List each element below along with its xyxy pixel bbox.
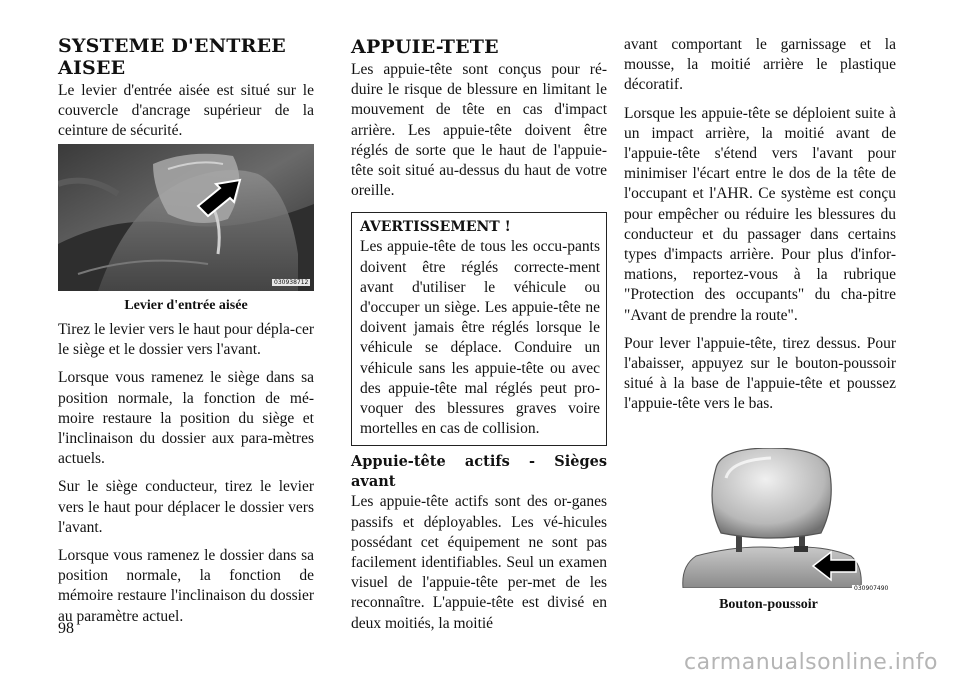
right-column (624, 35, 896, 415)
easy-entry-p2: Lorsque vous ramenez le siège dans sa position normale, la fonction de mé-moire restaure la position du siège et l'inclinaison du dossier aux para-mètres actuels. (58, 369, 314, 468)
easy-entry-lever-figure (58, 144, 314, 291)
section-title-head-restraints: APPUIE-TETE (351, 36, 499, 58)
left-column-lower (58, 320, 314, 627)
page-number: 98 (58, 620, 74, 637)
right-p1: avant comportant le garnissage et la mousse, la moitié arrière le plastique décoratif. (624, 36, 896, 94)
head-restraint-push-button-figure (681, 448, 896, 588)
middle-column (351, 0, 607, 634)
figure-caption-left: Levier d'entrée aisée (124, 298, 248, 313)
left-column (58, 0, 314, 142)
easy-entry-p1: Tirez le levier vers le haut pour dépla-cer le siège et le dossier vers l'avant. (58, 321, 314, 359)
head-restraints-intro: Les appuie-tête sont conçus pour ré-duire le risque de blessure en limitant le mouvement de tête en cas d'impact arrière. Les appuie-tête doivent être réglés de sorte que le haut de l'appuie-tête soit situé au-dessus du haut de votre oreille. (351, 61, 607, 200)
active-head-restraints-text: Les appuie-tête actifs sont des or-ganes passifs et déployables. Les vé-hicules possédant cet équipement ne sont pas facilement identifiables. Seul un examen visuel de l'appuie-tête per-met de les reconnaître. L'appuie-tête est divisé en deux moitiés, la moitié (351, 493, 607, 632)
warning-title: AVERTISSEMENT ! (360, 219, 511, 236)
right-p2: Lorsque les appuie-tête se déploient suite à un impact arrière, la moitié avant de l'appuie-tête s'étend vers l'avant pour minimiser l'écart entre le dos de la tête de l'occupant et l'AHR. Ce système est conçu pour empêcher ou réduire les blessures du conducteur et du passager dans certains types d'impacts arrière. Pour plus d'infor-mations, reportez-vous à la rubrique "Protection des occupants" du cha-pitre "Avant de prendre la route". (624, 104, 896, 324)
figure-code-left: 030938712 (274, 279, 309, 286)
easy-entry-p4: Lorsque vous ramenez le dossier dans sa position normale, la fonction de mémoire restaure l'inclinaison du dossier au paramètre actuel. (58, 547, 314, 625)
title-line-1: SYSTEME D'ENTREE (58, 35, 286, 57)
easy-entry-p3: Sur le siège conducteur, tirez le levier vers le haut pour déplacer le dossier vers l'avant. (58, 478, 314, 536)
watermark: carmanualsonline.info (684, 650, 938, 675)
title-line-2: AISEE (58, 57, 126, 79)
section-title-easy-entry (58, 35, 314, 79)
figure-caption-right: Bouton-poussoir (719, 597, 818, 612)
warning-text: Les appuie-tête de tous les occu-pants doivent être réglés correcte-ment avant d'utiliser le véhicule ou d'occuper un siège. Les appuie-tête ne doivent jamais être réglés lorsque le véhicule se déplace. Conduire un véhicule sans les appuie-tête ou avec des appuie-tête mal réglés peut pro-voquer des blessures graves voire mortelles en cas de collision. (360, 238, 600, 438)
right-p3: Pour lever l'appuie-tête, tirez dessus. Pour l'abaisser, appuyez sur le bouton-poussoir situé à la base de l'appuie-tête et poussez l'appuie-tête vers le bas. (624, 334, 896, 413)
easy-entry-intro: Le levier d'entrée aisée est situé sur le couvercle d'ancrage supérieur de la ceinture de sécurité. (58, 82, 314, 140)
warning-box (351, 212, 607, 446)
active-head-restraints-heading: Appuie-tête actifs - Sièges avant (351, 453, 607, 491)
figure-code-right: 030907490 (854, 585, 889, 592)
